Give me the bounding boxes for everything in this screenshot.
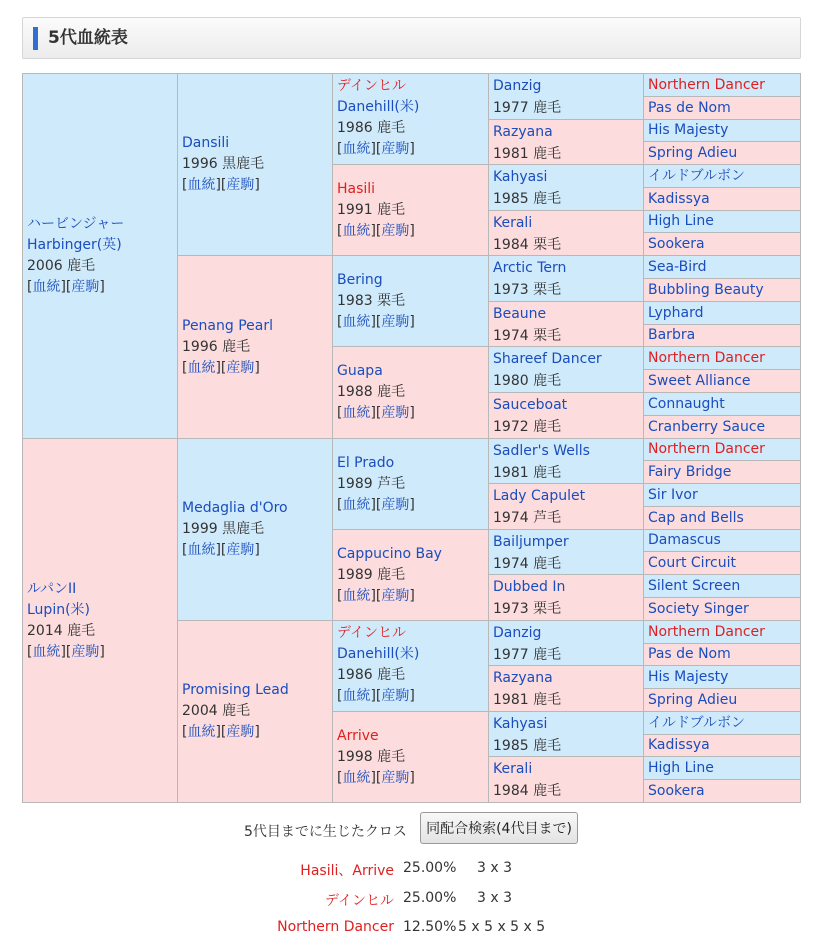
cross-horse-name[interactable]: Northern Dancer xyxy=(277,919,394,935)
pedigree-links: [血統][産駒] xyxy=(337,222,415,239)
progeny-link[interactable]: 産駒 xyxy=(71,279,100,295)
pedigree-cell-gen5 xyxy=(643,506,801,530)
progeny-link[interactable]: 産駒 xyxy=(226,724,255,740)
pedigree-cell-gen4 xyxy=(488,301,644,347)
horse-info: 1985 鹿毛 xyxy=(493,191,562,207)
horse-name[interactable]: Spring Adieu xyxy=(648,691,738,708)
pedigree-cell-gen5 xyxy=(643,346,801,370)
horse-name[interactable]: Bubbling Beauty xyxy=(648,281,764,298)
horse-name-jp[interactable]: ルパンII xyxy=(27,580,77,597)
cross-horse-name[interactable]: Hasili、Arrive xyxy=(300,863,394,879)
pedigree-link[interactable]: 血統 xyxy=(187,177,216,193)
pedigree-links: [血統][産駒] xyxy=(337,769,415,786)
pedigree-cell-gen5 xyxy=(643,187,801,211)
progeny-link[interactable]: 産駒 xyxy=(381,769,410,786)
pedigree-cell-gen5 xyxy=(643,688,801,712)
horse-name[interactable]: Northern Dancer xyxy=(648,349,765,366)
horse-info: 1991 鹿毛 xyxy=(337,201,406,218)
horse-name[interactable]: Cappucino Bay xyxy=(337,545,442,562)
horse-name[interactable]: Sweet Alliance xyxy=(648,372,751,389)
pedigree-cell-gen5 xyxy=(643,483,801,507)
pedigree-cell-gen5 xyxy=(643,529,801,552)
pedigree-cell-gen5 xyxy=(643,438,801,461)
pedigree-cell-gen5 xyxy=(643,711,801,735)
horse-info: 1974 鹿毛 xyxy=(493,556,562,572)
section-header xyxy=(22,17,801,59)
pedigree-cell-gen1 xyxy=(22,73,178,439)
horse-name[interactable]: High Line xyxy=(648,213,714,229)
pedigree-cell-gen3 xyxy=(332,73,489,165)
horse-name[interactable]: Medaglia d'Oro xyxy=(182,500,288,516)
same-mating-search-button[interactable]: 同配合検索(4代目まで) xyxy=(420,812,578,844)
horse-info: 1984 栗毛 xyxy=(493,237,562,253)
pedigree-link[interactable]: 血統 xyxy=(342,769,371,786)
cross-pattern: 5 x 5 x 5 x 5 xyxy=(458,919,546,935)
pedigree-cell-gen3 xyxy=(332,438,489,530)
horse-name[interactable]: Bering xyxy=(337,271,383,288)
progeny-link[interactable]: 産駒 xyxy=(226,542,255,558)
pedigree-cell-gen2 xyxy=(177,620,333,803)
cross-row xyxy=(0,919,822,939)
pedigree-cell-gen5 xyxy=(643,643,801,666)
pedigree-cell-gen1 xyxy=(22,438,178,803)
horse-name[interactable]: Bailjumper xyxy=(493,534,569,550)
pedigree-cell-gen4 xyxy=(488,392,644,439)
pedigree-cell-gen5 xyxy=(643,141,801,165)
horse-info: 1996 黒鹿毛 xyxy=(182,156,265,172)
pedigree-links: [血統][産駒] xyxy=(182,359,260,376)
pedigree-links: [血統][産駒] xyxy=(182,724,260,740)
horse-name[interactable]: High Line xyxy=(648,759,714,776)
pedigree-link[interactable]: 血統 xyxy=(32,643,61,660)
horse-name[interactable]: Kadissya xyxy=(648,737,710,753)
progeny-link[interactable]: 産駒 xyxy=(71,643,100,660)
pedigree-table xyxy=(22,73,801,802)
page-title: 5代血統表 xyxy=(48,28,128,48)
pedigree-links: [血統][産駒] xyxy=(337,405,415,421)
horse-name[interactable]: Arrive xyxy=(337,727,379,744)
horse-name[interactable]: El Prado xyxy=(337,454,395,471)
horse-name[interactable]: Danehill(米) xyxy=(337,99,420,115)
pedigree-cell-gen2 xyxy=(177,73,333,256)
pedigree-link[interactable]: 血統 xyxy=(342,496,371,513)
pedigree-cell-gen5 xyxy=(643,574,801,598)
horse-info: 1984 鹿毛 xyxy=(493,783,562,799)
pedigree-cell-gen5 xyxy=(643,369,801,393)
pedigree-cell-gen5 xyxy=(643,301,801,325)
horse-name[interactable]: Damascus xyxy=(648,532,721,548)
horse-name-jp[interactable]: デインヒル xyxy=(337,625,407,641)
pedigree-links: [血統][産駒] xyxy=(337,496,415,513)
horse-name[interactable]: Sea-Bird xyxy=(648,258,707,275)
pedigree-link[interactable]: 血統 xyxy=(187,359,216,376)
horse-name-jp[interactable]: ハービンジャー xyxy=(27,216,125,232)
horse-info: 1974 栗毛 xyxy=(493,328,562,344)
horse-info: 1989 芦毛 xyxy=(337,475,406,492)
horse-name[interactable]: Lupin(米) xyxy=(27,601,90,618)
horse-name[interactable]: Lyphard xyxy=(648,304,704,321)
pedigree-cell-gen4 xyxy=(488,164,644,211)
pedigree-cell-gen5 xyxy=(643,551,801,575)
pedigree-link[interactable]: 血統 xyxy=(187,724,216,740)
horse-name[interactable]: Fairy Bridge xyxy=(648,463,732,480)
pedigree-link[interactable]: 血統 xyxy=(342,313,371,330)
horse-name[interactable]: Society Singer xyxy=(648,600,749,617)
horse-info: 1999 黒鹿毛 xyxy=(182,521,265,537)
pedigree-cell-gen5 xyxy=(643,164,801,188)
progeny-link[interactable]: 産駒 xyxy=(381,141,410,157)
progeny-link[interactable]: 産駒 xyxy=(226,359,255,376)
pedigree-cell-gen5 xyxy=(643,620,801,644)
pedigree-cell-gen2 xyxy=(177,255,333,439)
pedigree-cell-gen2 xyxy=(177,438,333,621)
cross-label: 5代目までに生じたクロス xyxy=(244,824,407,840)
cross-horse-name[interactable]: デインヒル xyxy=(324,893,394,909)
pedigree-cell-gen5 xyxy=(643,460,801,484)
horse-info: 1998 鹿毛 xyxy=(337,748,406,765)
pedigree-cell-gen3 xyxy=(332,164,489,256)
pedigree-cell-gen5 xyxy=(643,756,801,780)
progeny-link[interactable]: 産駒 xyxy=(381,222,410,239)
horse-name[interactable]: Danzig xyxy=(493,78,542,94)
pedigree-cell-gen5 xyxy=(643,734,801,757)
horse-info: 2014 鹿毛 xyxy=(27,622,96,639)
horse-info: 1973 栗毛 xyxy=(493,282,562,298)
horse-info: 1974 芦毛 xyxy=(493,510,562,526)
horse-info: 2006 鹿毛 xyxy=(27,258,96,274)
cross-percentage: 12.50% xyxy=(403,919,457,935)
pedigree-link[interactable]: 血統 xyxy=(342,141,371,157)
pedigree-cell-gen4 xyxy=(488,346,644,393)
horse-name[interactable]: Guapa xyxy=(337,363,383,379)
cross-percentage: 25.00% xyxy=(403,860,457,876)
pedigree-link[interactable]: 血統 xyxy=(342,222,371,239)
pedigree-links: [血統][産駒] xyxy=(27,643,105,660)
pedigree-links: [血統][産駒] xyxy=(337,313,415,330)
pedigree-cell-gen5 xyxy=(643,278,801,302)
pedigree-cell-gen4 xyxy=(488,574,644,621)
horse-name[interactable]: Sookera xyxy=(648,782,705,799)
pedigree-cell-gen4 xyxy=(488,73,644,120)
pedigree-links: [血統][産駒] xyxy=(182,542,260,558)
pedigree-cell-gen5 xyxy=(643,415,801,439)
horse-name-jp[interactable]: デインヒル xyxy=(337,78,407,94)
horse-info: 1988 鹿毛 xyxy=(337,384,406,400)
pedigree-links: [血統][産駒] xyxy=(337,587,415,604)
horse-name[interactable]: Hasili xyxy=(337,180,376,197)
pedigree-link[interactable]: 血統 xyxy=(187,542,216,558)
pedigree-cell-gen4 xyxy=(488,119,644,165)
horse-name[interactable]: Arctic Tern xyxy=(493,260,567,276)
horse-info: 1981 鹿毛 xyxy=(493,692,562,708)
pedigree-link[interactable]: 血統 xyxy=(342,688,371,704)
pedigree-cell-gen4 xyxy=(488,756,644,803)
horse-name[interactable]: Pas de Nom xyxy=(648,99,731,116)
pedigree-links: [血統][産駒] xyxy=(182,177,260,193)
pedigree-cell-gen5 xyxy=(643,392,801,416)
pedigree-cell-gen4 xyxy=(488,255,644,302)
pedigree-cell-gen3 xyxy=(332,255,489,347)
pedigree-cell-gen5 xyxy=(643,96,801,120)
horse-name[interactable]: Barbra xyxy=(648,327,696,343)
pedigree-cell-gen3 xyxy=(332,620,489,712)
horse-name[interactable]: Sookera xyxy=(648,235,705,252)
horse-name[interactable]: Kahyasi xyxy=(493,169,548,185)
pedigree-cell-gen4 xyxy=(488,210,644,256)
horse-info: 1981 鹿毛 xyxy=(493,465,562,481)
horse-name[interactable]: Northern Dancer xyxy=(648,441,765,457)
pedigree-links: [血統][産駒] xyxy=(337,688,415,704)
header-accent-bar xyxy=(33,27,38,50)
horse-name[interactable]: Danehill(米) xyxy=(337,646,420,662)
horse-name[interactable]: Shareef Dancer xyxy=(493,351,602,367)
horse-info: 1986 鹿毛 xyxy=(337,667,406,683)
pedigree-cell-gen3 xyxy=(332,529,489,621)
horse-info: 1986 鹿毛 xyxy=(337,120,406,136)
horse-name[interactable]: Spring Adieu xyxy=(648,144,738,161)
cross-percentage: 25.00% xyxy=(403,890,457,906)
horse-name[interactable]: Razyana xyxy=(493,670,553,686)
cross-row xyxy=(0,890,822,910)
horse-name[interactable]: Pas de Nom xyxy=(648,646,731,662)
cross-row xyxy=(0,860,822,880)
horse-name[interactable]: Harbinger(英) xyxy=(27,237,122,253)
pedigree-cell-gen5 xyxy=(643,324,801,347)
horse-name[interactable]: Dubbed In xyxy=(493,579,566,595)
horse-name[interactable]: Danzig xyxy=(493,625,542,641)
horse-info: 1980 鹿毛 xyxy=(493,373,562,389)
horse-name[interactable]: イルドブルボン xyxy=(648,714,746,731)
pedigree-links: [血統][産駒] xyxy=(27,279,105,295)
pedigree-link[interactable]: 血統 xyxy=(342,405,371,421)
horse-name[interactable]: Connaught xyxy=(648,395,725,412)
pedigree-cell-gen5 xyxy=(643,73,801,97)
horse-info: 1985 鹿毛 xyxy=(493,738,562,754)
horse-info: 1983 栗毛 xyxy=(337,292,406,309)
horse-name[interactable]: Sadler's Wells xyxy=(493,443,590,459)
horse-info: 1981 鹿毛 xyxy=(493,146,562,162)
horse-name[interactable]: Court Circuit xyxy=(648,554,736,571)
pedigree-link[interactable]: 血統 xyxy=(32,279,61,295)
progeny-link[interactable]: 産駒 xyxy=(381,496,410,513)
horse-name[interactable]: Promising Lead xyxy=(182,682,289,698)
horse-name[interactable]: Kadissya xyxy=(648,190,710,207)
pedigree-cell-gen5 xyxy=(643,210,801,233)
pedigree-cell-gen4 xyxy=(488,438,644,484)
pedigree-links: [血統][産駒] xyxy=(337,141,415,157)
horse-info: 2004 鹿毛 xyxy=(182,703,251,719)
horse-info: 1977 鹿毛 xyxy=(493,647,562,663)
horse-name[interactable]: Sauceboat xyxy=(493,397,568,413)
horse-name[interactable]: His Majesty xyxy=(648,122,729,138)
horse-name[interactable]: Northern Dancer xyxy=(648,76,765,93)
horse-name[interactable]: Dansili xyxy=(182,135,230,151)
horse-name[interactable]: イルドブルボン xyxy=(648,167,746,184)
horse-name[interactable]: Beaune xyxy=(493,306,547,322)
pedigree-cell-gen4 xyxy=(488,529,644,575)
pedigree-cell-gen3 xyxy=(332,346,489,439)
pedigree-cell-gen5 xyxy=(643,665,801,689)
progeny-link[interactable]: 産駒 xyxy=(381,405,410,421)
pedigree-cell-gen4 xyxy=(488,620,644,666)
horse-name[interactable]: Razyana xyxy=(493,124,553,140)
progeny-link[interactable]: 産駒 xyxy=(381,587,410,604)
progeny-link[interactable]: 産駒 xyxy=(226,177,255,193)
horse-info: 1977 鹿毛 xyxy=(493,100,562,116)
pedigree-cell-gen5 xyxy=(643,255,801,279)
horse-name[interactable]: Penang Pearl xyxy=(182,317,273,334)
horse-info: 1996 鹿毛 xyxy=(182,338,251,355)
cross-pattern: 3 x 3 xyxy=(477,860,512,876)
horse-name[interactable]: Cranberry Sauce xyxy=(648,418,766,435)
progeny-link[interactable]: 産駒 xyxy=(381,688,410,704)
horse-info: 1972 鹿毛 xyxy=(493,419,562,435)
pedigree-cell-gen5 xyxy=(643,779,801,803)
pedigree-cell-gen5 xyxy=(643,597,801,621)
horse-name[interactable]: Kerali xyxy=(493,215,533,231)
horse-name[interactable]: Kahyasi xyxy=(493,716,548,732)
horse-name[interactable]: Sir Ivor xyxy=(648,486,698,503)
pedigree-cell-gen4 xyxy=(488,711,644,757)
pedigree-cell-gen4 xyxy=(488,665,644,712)
pedigree-link[interactable]: 血統 xyxy=(342,587,371,604)
horse-info: 1989 鹿毛 xyxy=(337,566,406,583)
progeny-link[interactable]: 産駒 xyxy=(381,313,410,330)
horse-name[interactable]: Cap and Bells xyxy=(648,509,744,526)
horse-name[interactable]: His Majesty xyxy=(648,668,729,685)
cross-pattern: 3 x 3 xyxy=(477,890,512,906)
horse-name[interactable]: Northern Dancer xyxy=(648,623,765,640)
horse-name[interactable]: Silent Screen xyxy=(648,577,741,594)
pedigree-cell-gen5 xyxy=(643,232,801,256)
pedigree-cell-gen4 xyxy=(488,483,644,530)
horse-name[interactable]: Kerali xyxy=(493,761,533,777)
pedigree-cell-gen5 xyxy=(643,119,801,142)
horse-name[interactable]: Lady Capulet xyxy=(493,488,586,504)
horse-info: 1973 栗毛 xyxy=(493,601,562,617)
pedigree-cell-gen3 xyxy=(332,711,489,803)
